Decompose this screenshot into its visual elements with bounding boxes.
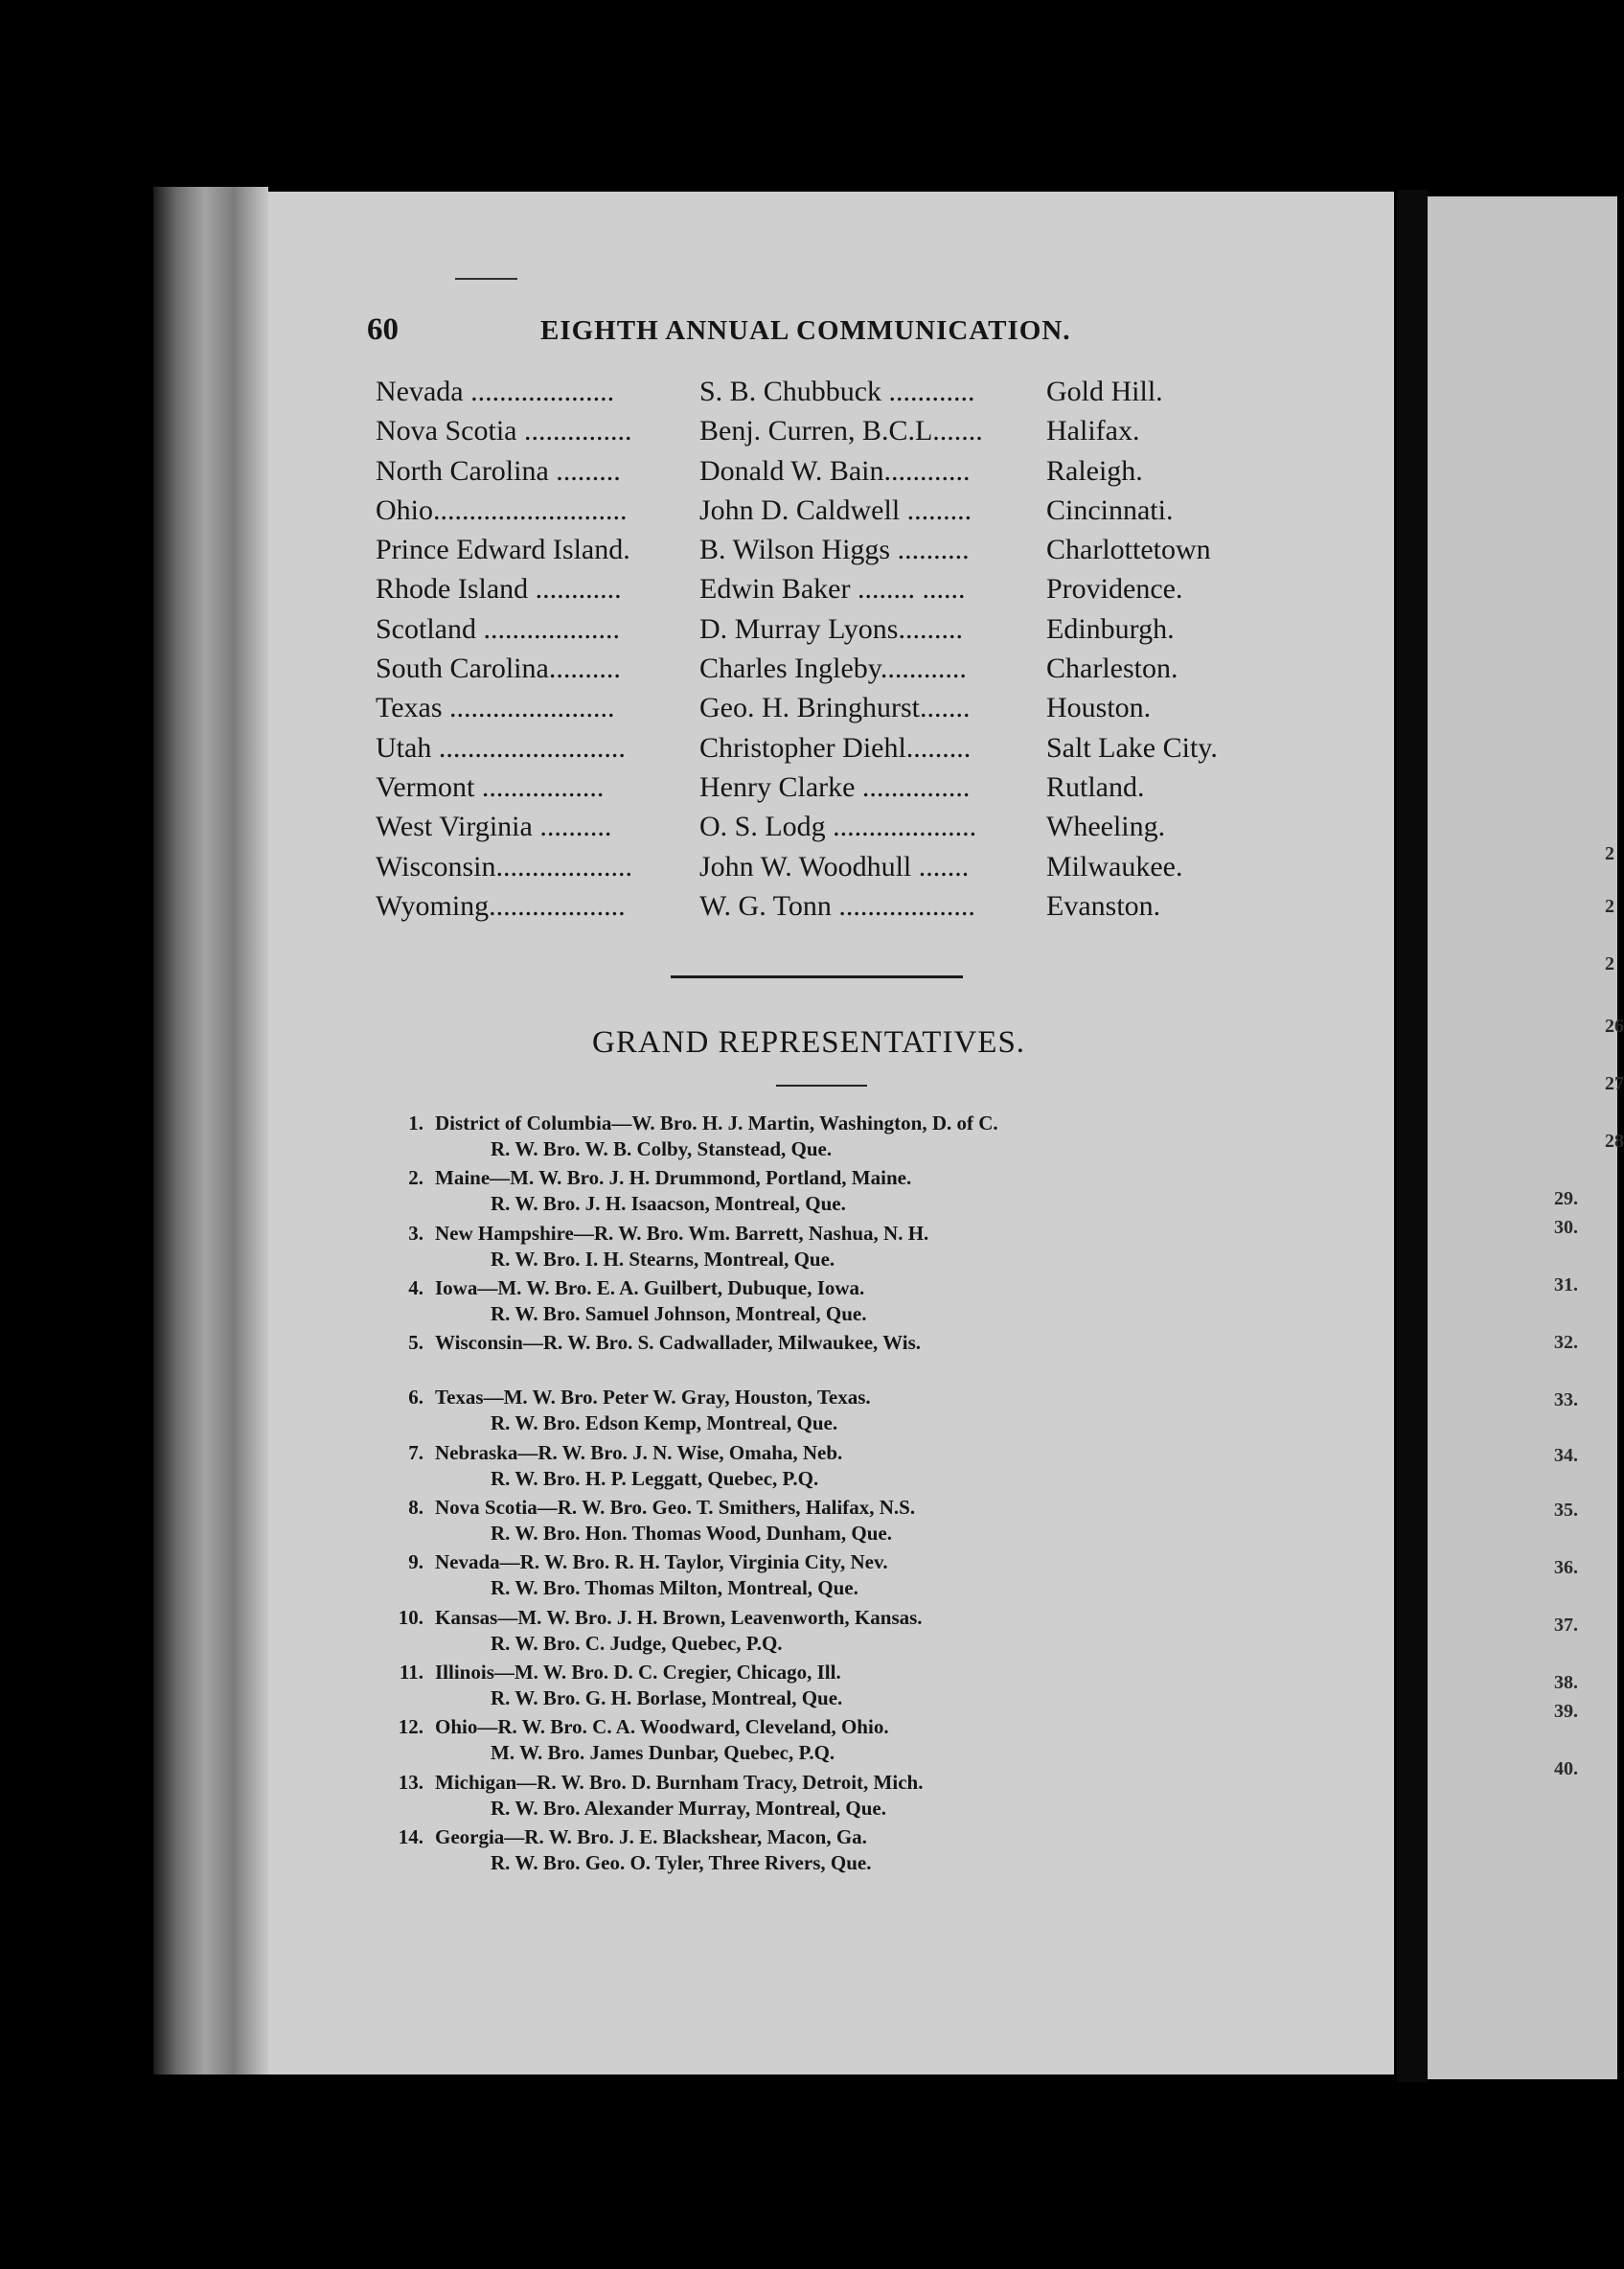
list-item xyxy=(395,1771,1123,1825)
row-name: S. B. Chubbuck ............ xyxy=(699,376,975,407)
table-row xyxy=(376,771,1267,811)
entry-line1: Maine—M. W. Bro. J. H. Drummond, Portland, Maine. xyxy=(435,1166,912,1190)
entry-number: 1. xyxy=(408,1112,423,1134)
entry-number: 12. xyxy=(398,1715,423,1739)
entry-line2: R. W. Bro. I. H. Stearns, Montreal, Que. xyxy=(491,1247,835,1271)
row-state: Ohio........................... xyxy=(376,493,628,526)
entry-line2: R. W. Bro. Thomas Milton, Montreal, Que. xyxy=(491,1576,858,1600)
row-name: Christopher Diehl......... xyxy=(699,731,972,764)
section-title: GRAND REPRESENTATIVES. xyxy=(592,1025,1026,1060)
table-row xyxy=(376,573,1267,612)
entry-number: 14. xyxy=(398,1824,423,1848)
facing-page-number: 38. xyxy=(1554,1672,1578,1693)
list-item xyxy=(395,1606,1123,1661)
header-rule-mark xyxy=(455,278,517,280)
row-place: Evanston. xyxy=(1046,889,1161,922)
list-item xyxy=(395,1331,1123,1386)
facing-page-number: 2 xyxy=(1605,843,1614,864)
entry-line1: Wisconsin—R. W. Bro. S. Cadwallader, Milwaukee, Wis. xyxy=(435,1331,922,1355)
row-state: Prince Edward Island. xyxy=(376,534,630,566)
facing-page-number: 34. xyxy=(1554,1445,1578,1466)
row-state: Texas ....................... xyxy=(376,692,615,724)
row-name: W. G. Tonn ................... xyxy=(699,889,975,922)
book-spine-edge xyxy=(153,187,268,2074)
list-item xyxy=(395,1441,1123,1496)
entry-number: 5. xyxy=(408,1331,423,1355)
row-place: Gold Hill. xyxy=(1046,376,1163,407)
facing-page-number: 33. xyxy=(1554,1389,1578,1410)
facing-page-number: 26 xyxy=(1605,1016,1624,1037)
entry-line2: R. W. Bro. Edson Kemp, Montreal, Que. xyxy=(491,1411,838,1435)
entry-line2: R. W. Bro. Hon. Thomas Wood, Dunham, Que. xyxy=(491,1522,892,1546)
section-divider xyxy=(671,975,963,978)
facing-page-number: 35. xyxy=(1554,1500,1578,1521)
table-row xyxy=(376,732,1267,771)
row-state: Nova Scotia ............... xyxy=(376,415,632,447)
table-row xyxy=(376,653,1267,692)
entry-number: 2. xyxy=(408,1166,423,1190)
page-title: EIGHTH ANNUAL COMMUNICATION. xyxy=(540,315,1071,346)
row-place: Halifax. xyxy=(1046,415,1140,447)
row-state: Wisconsin................... xyxy=(376,850,632,882)
row-state: West Virginia .......... xyxy=(376,811,612,843)
entry-line2: M. W. Bro. James Dunbar, Quebec, P.Q. xyxy=(491,1741,835,1765)
table-row xyxy=(376,376,1267,415)
row-name: O. S. Lodg .................... xyxy=(699,811,977,843)
entry-line2: R. W. Bro. Geo. O. Tyler, Three Rivers, Que. xyxy=(491,1850,872,1874)
row-place: Salt Lake City. xyxy=(1046,731,1218,764)
row-place: Raleigh. xyxy=(1046,454,1143,487)
list-item xyxy=(395,1386,1123,1440)
entry-line2: R. W. Bro. J. H. Isaacson, Montreal, Que. xyxy=(491,1192,846,1216)
table-row xyxy=(376,415,1267,454)
facing-page-number: 40. xyxy=(1554,1758,1578,1779)
row-name: D. Murray Lyons......... xyxy=(699,612,963,645)
row-name: Charles Ingleby............ xyxy=(699,653,967,685)
facing-page-number: 39. xyxy=(1554,1701,1578,1722)
row-state: Utah .......................... xyxy=(376,731,626,764)
row-state: Vermont ................. xyxy=(376,770,605,803)
entry-line2: R. W. Bro. Samuel Johnson, Montreal, Que. xyxy=(491,1301,867,1325)
representatives-list xyxy=(395,1112,1123,1880)
correspondents-table xyxy=(376,376,1267,929)
entry-number: 6. xyxy=(408,1386,423,1410)
entry-line2: R. W. Bro. W. B. Colby, Stanstead, Que. xyxy=(491,1137,833,1160)
list-item xyxy=(395,1496,1123,1550)
entry-line1: Nebraska—R. W. Bro. J. N. Wise, Omaha, Neb. xyxy=(435,1440,843,1464)
page-right-fragment xyxy=(1428,196,1617,2079)
entry-line2: R. W. Bro. Alexander Murray, Montreal, Que. xyxy=(491,1796,886,1820)
entry-line1: District of Columbia—W. Bro. H. J. Martin, Washington, D. of C. xyxy=(435,1112,998,1134)
entry-number: 4. xyxy=(408,1275,423,1299)
table-row xyxy=(376,890,1267,929)
entry-line1: Michigan—R. W. Bro. D. Burnham Tracy, Detroit, Mich. xyxy=(435,1770,924,1794)
table-row xyxy=(376,692,1267,731)
entry-line1: Ohio—R. W. Bro. C. A. Woodward, Cleveland, Ohio. xyxy=(435,1715,889,1739)
list-item xyxy=(395,1825,1123,1880)
entry-line1: Nevada—R. W. Bro. R. H. Taylor, Virginia City, Nev. xyxy=(435,1550,888,1574)
row-name: B. Wilson Higgs .......... xyxy=(699,534,970,566)
table-row xyxy=(376,851,1267,890)
entry-number: 7. xyxy=(408,1440,423,1464)
facing-page-number: 36. xyxy=(1554,1557,1578,1578)
list-item xyxy=(395,1222,1123,1276)
row-name: Henry Clarke ............... xyxy=(699,770,971,803)
entry-line1: Nova Scotia—R. W. Bro. Geo. T. Smithers, Halifax, N.S. xyxy=(435,1496,916,1520)
row-name: Benj. Curren, B.C.L....... xyxy=(699,415,983,447)
entry-number: 10. xyxy=(398,1605,423,1629)
list-item xyxy=(395,1715,1123,1770)
entry-line2: R. W. Bro. C. Judge, Quebec, P.Q. xyxy=(491,1631,783,1655)
entry-number: 8. xyxy=(408,1496,423,1520)
facing-page-number: 2 xyxy=(1605,896,1614,917)
row-place: Wheeling. xyxy=(1046,811,1166,843)
row-state: Scotland ................... xyxy=(376,612,620,645)
list-item xyxy=(395,1112,1123,1166)
table-row xyxy=(376,534,1267,573)
facing-page-number: 28 xyxy=(1605,1131,1624,1152)
list-item xyxy=(395,1550,1123,1605)
entry-line1: Iowa—M. W. Bro. E. A. Guilbert, Dubuque, Iowa. xyxy=(435,1275,865,1299)
list-item xyxy=(395,1276,1123,1331)
table-row xyxy=(376,613,1267,653)
row-place: Houston. xyxy=(1046,692,1152,724)
table-row xyxy=(376,494,1267,534)
section-title-underline xyxy=(776,1085,867,1087)
row-place: Charlottetown xyxy=(1046,534,1211,566)
entry-line1: Illinois—M. W. Bro. D. C. Cregier, Chicago, Ill. xyxy=(435,1660,841,1684)
row-place: Milwaukee. xyxy=(1046,850,1183,882)
row-place: Charleston. xyxy=(1046,653,1178,685)
page-number: 60 xyxy=(367,312,399,347)
row-state: North Carolina ......... xyxy=(376,454,621,487)
list-item xyxy=(395,1166,1123,1221)
row-name: Donald W. Bain............ xyxy=(699,454,971,487)
entry-line2: R. W. Bro. G. H. Borlase, Montreal, Que. xyxy=(491,1685,843,1709)
entry-line1: Georgia—R. W. Bro. J. E. Blackshear, Macon, Ga. xyxy=(435,1824,867,1848)
row-state: Nevada .................... xyxy=(376,376,615,407)
facing-page-number: 30. xyxy=(1554,1217,1578,1238)
facing-page-number: 29. xyxy=(1554,1188,1578,1209)
row-name: Geo. H. Bringhurst....... xyxy=(699,692,971,724)
row-place: Providence. xyxy=(1046,573,1183,606)
entry-number: 13. xyxy=(398,1770,423,1794)
row-place: Cincinnati. xyxy=(1046,493,1174,526)
entry-number: 9. xyxy=(408,1550,423,1574)
facing-page-number: 32. xyxy=(1554,1332,1578,1353)
table-row xyxy=(376,455,1267,494)
row-place: Rutland. xyxy=(1046,770,1145,803)
running-header xyxy=(367,312,1095,356)
row-name: Edwin Baker ........ ...... xyxy=(699,573,966,606)
facing-page-number: 2 xyxy=(1605,953,1614,974)
entry-line1: Texas—M. W. Bro. Peter W. Gray, Houston, Texas. xyxy=(435,1386,871,1410)
row-state: Rhode Island ............ xyxy=(376,573,622,606)
page-gutter xyxy=(1397,190,1428,2082)
table-row xyxy=(376,811,1267,850)
entry-number: 11. xyxy=(399,1660,423,1684)
facing-page-number: 31. xyxy=(1554,1274,1578,1295)
entry-line1: Kansas—M. W. Bro. J. H. Brown, Leavenworth, Kansas. xyxy=(435,1605,923,1629)
facing-page-number: 37. xyxy=(1554,1615,1578,1636)
facing-page-number: 27 xyxy=(1605,1073,1624,1094)
entry-line1: New Hampshire—R. W. Bro. Wm. Barrett, Nashua, N. H. xyxy=(435,1221,929,1245)
row-name: John D. Caldwell ......... xyxy=(699,493,972,526)
row-name: John W. Woodhull ....... xyxy=(699,850,970,882)
entry-line2: R. W. Bro. H. P. Leggatt, Quebec, P.Q. xyxy=(491,1466,819,1490)
row-state: South Carolina.......... xyxy=(376,653,621,685)
row-state: Wyoming................... xyxy=(376,889,626,922)
row-place: Edinburgh. xyxy=(1046,612,1175,645)
list-item xyxy=(395,1661,1123,1715)
entry-number: 3. xyxy=(408,1221,423,1245)
